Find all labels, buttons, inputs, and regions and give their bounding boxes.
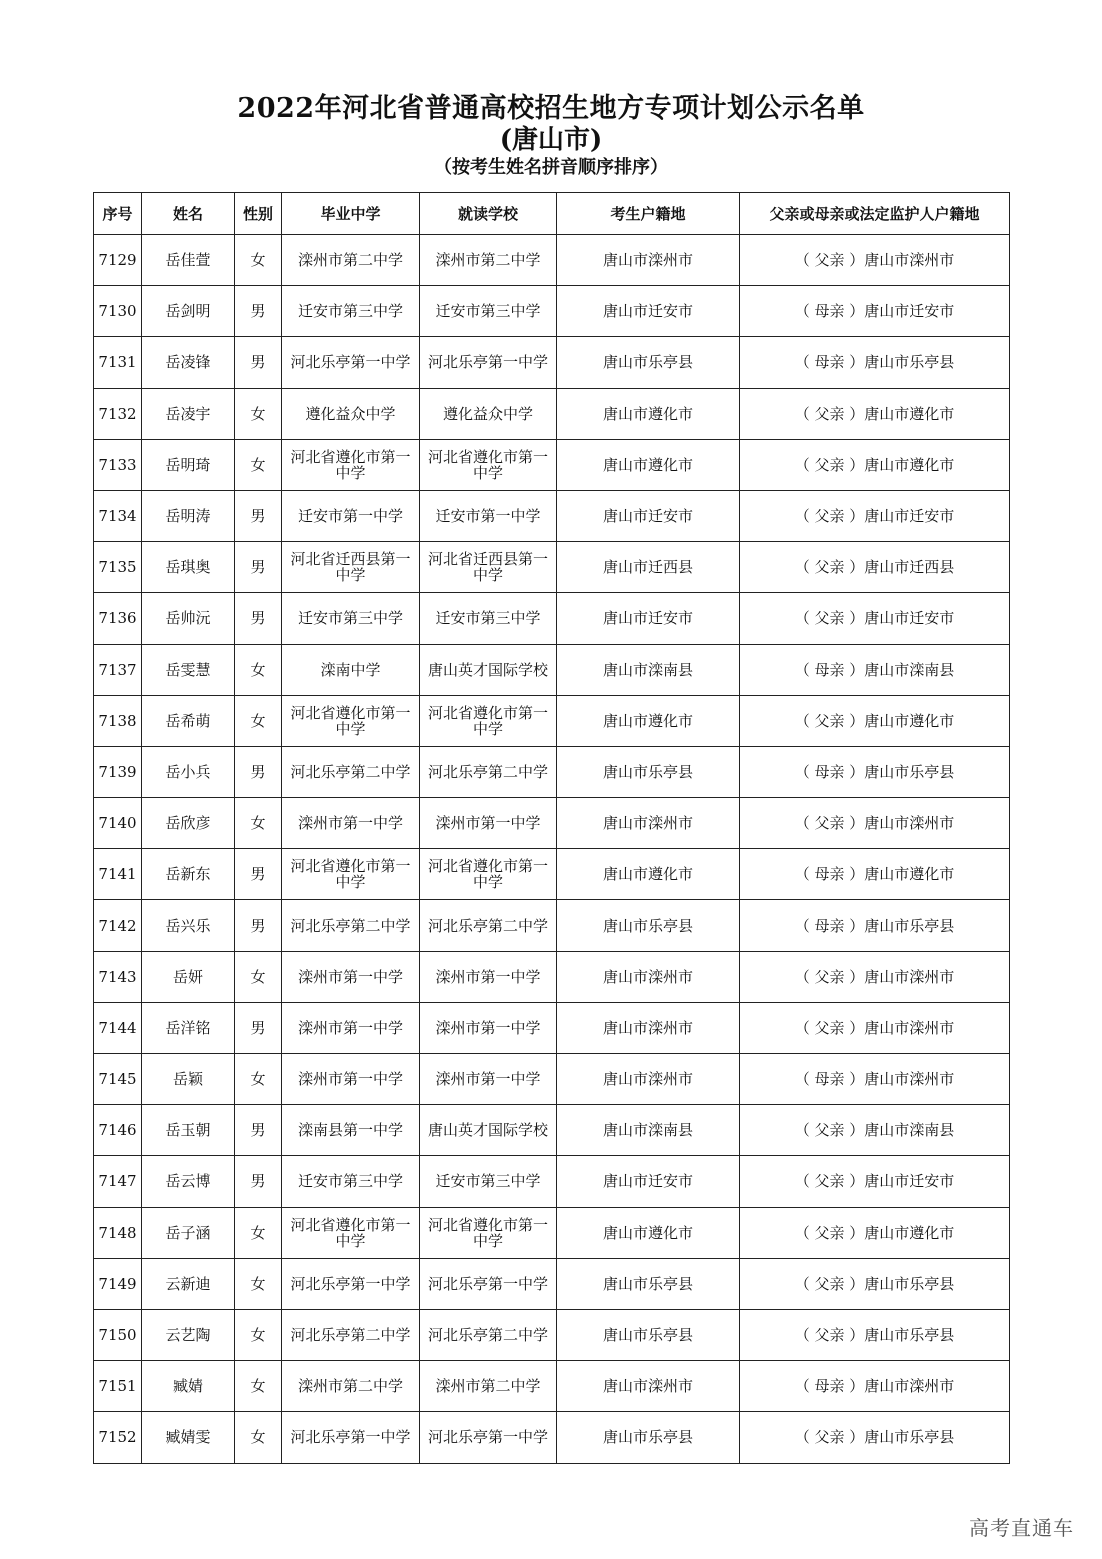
cell-guardian-hukou: （ 母亲 ）唐山市乐亭县 <box>740 337 1010 388</box>
cell-student-hukou: 唐山市乐亭县 <box>557 337 740 388</box>
document-title: 2022年河北省普通高校招生地方专项计划公示名单 <box>237 93 865 124</box>
cell-graduated-school: 河北乐亭第一中学 <box>282 337 420 388</box>
cell-graduated-school: 遵化益众中学 <box>282 388 420 439</box>
cell-index: 7133 <box>94 439 142 490</box>
cell-current-school: 河北乐亭第二中学 <box>420 900 557 951</box>
cell-graduated-school: 滦州市第二中学 <box>282 235 420 286</box>
cell-index: 7136 <box>94 593 142 644</box>
table-row <box>94 695 1010 746</box>
cell-graduated-school: 河北乐亭第一中学 <box>282 1258 420 1309</box>
cell-index: 7131 <box>94 337 142 388</box>
cell-name: 岳兴乐 <box>142 900 235 951</box>
cell-current-school: 滦州市第一中学 <box>420 1002 557 1053</box>
table-row <box>94 542 1010 593</box>
cell-guardian-hukou: （ 父亲 ）唐山市迁西县 <box>740 542 1010 593</box>
cell-current-school: 河北乐亭第一中学 <box>420 1412 557 1463</box>
column-header-student-hukou: 考生户籍地 <box>557 193 740 235</box>
cell-student-hukou: 唐山市乐亭县 <box>557 1258 740 1309</box>
cell-gender: 女 <box>235 1207 282 1258</box>
cell-gender: 男 <box>235 900 282 951</box>
cell-current-school: 河北省迁西县第一中学 <box>420 542 557 593</box>
cell-guardian-hukou: （ 父亲 ）唐山市滦州市 <box>740 235 1010 286</box>
cell-graduated-school: 滦州市第一中学 <box>282 951 420 1002</box>
cell-name: 岳云博 <box>142 1156 235 1207</box>
cell-name: 岳佳萱 <box>142 235 235 286</box>
cell-student-hukou: 唐山市遵化市 <box>557 439 740 490</box>
cell-index: 7145 <box>94 1054 142 1105</box>
cell-index: 7129 <box>94 235 142 286</box>
cell-index: 7150 <box>94 1309 142 1360</box>
cell-guardian-hukou: （ 父亲 ）唐山市遵化市 <box>740 1207 1010 1258</box>
column-header-graduated-school: 毕业中学 <box>282 193 420 235</box>
table-row <box>94 439 1010 490</box>
cell-index: 7135 <box>94 542 142 593</box>
cell-guardian-hukou: （ 父亲 ）唐山市遵化市 <box>740 388 1010 439</box>
cell-current-school: 河北省遵化市第一中学 <box>420 439 557 490</box>
cell-graduated-school: 河北省迁西县第一中学 <box>282 542 420 593</box>
cell-current-school: 迁安市第三中学 <box>420 593 557 644</box>
cell-gender: 男 <box>235 1002 282 1053</box>
cell-current-school: 唐山英才国际学校 <box>420 1105 557 1156</box>
cell-guardian-hukou: （ 母亲 ）唐山市乐亭县 <box>740 746 1010 797</box>
cell-student-hukou: 唐山市乐亭县 <box>557 1309 740 1360</box>
cell-guardian-hukou: （ 父亲 ）唐山市乐亭县 <box>740 1412 1010 1463</box>
table-row <box>94 388 1010 439</box>
cell-student-hukou: 唐山市滦南县 <box>557 644 740 695</box>
cell-index: 7138 <box>94 695 142 746</box>
cell-current-school: 迁安市第三中学 <box>420 286 557 337</box>
cell-gender: 男 <box>235 593 282 644</box>
cell-gender: 女 <box>235 388 282 439</box>
cell-name: 岳欣彦 <box>142 798 235 849</box>
cell-index: 7140 <box>94 798 142 849</box>
cell-guardian-hukou: （ 父亲 ）唐山市滦州市 <box>740 798 1010 849</box>
table-row <box>94 1105 1010 1156</box>
cell-student-hukou: 唐山市乐亭县 <box>557 1412 740 1463</box>
cell-current-school: 遵化益众中学 <box>420 388 557 439</box>
cell-guardian-hukou: （ 父亲 ）唐山市迁安市 <box>740 1156 1010 1207</box>
cell-gender: 男 <box>235 490 282 541</box>
column-header-gender: 性别 <box>235 193 282 235</box>
table-row <box>94 593 1010 644</box>
table-row <box>94 286 1010 337</box>
cell-guardian-hukou: （ 母亲 ）唐山市迁安市 <box>740 286 1010 337</box>
cell-gender: 女 <box>235 1309 282 1360</box>
cell-current-school: 滦州市第一中学 <box>420 951 557 1002</box>
cell-guardian-hukou: （ 母亲 ）唐山市滦南县 <box>740 644 1010 695</box>
cell-student-hukou: 唐山市遵化市 <box>557 849 740 900</box>
cell-current-school: 河北省遵化市第一中学 <box>420 1207 557 1258</box>
cell-current-school: 滦州市第一中学 <box>420 1054 557 1105</box>
sort-note: （按考生姓名拼音顺序排序） <box>434 157 668 178</box>
cell-index: 7134 <box>94 490 142 541</box>
admission-roster-table <box>93 192 1010 1464</box>
cell-gender: 女 <box>235 235 282 286</box>
cell-gender: 女 <box>235 439 282 490</box>
cell-graduated-school: 滦州市第一中学 <box>282 798 420 849</box>
cell-student-hukou: 唐山市迁安市 <box>557 286 740 337</box>
cell-name: 岳玉朝 <box>142 1105 235 1156</box>
watermark-text: 高考直通车 <box>969 1516 1074 1540</box>
cell-name: 岳明涛 <box>142 490 235 541</box>
cell-name: 岳洋铭 <box>142 1002 235 1053</box>
cell-name: 岳剑明 <box>142 286 235 337</box>
table-row <box>94 746 1010 797</box>
cell-index: 7146 <box>94 1105 142 1156</box>
table-body <box>94 235 1010 1464</box>
cell-student-hukou: 唐山市滦州市 <box>557 235 740 286</box>
cell-graduated-school: 迁安市第三中学 <box>282 1156 420 1207</box>
cell-current-school: 迁安市第三中学 <box>420 1156 557 1207</box>
table-row <box>94 490 1010 541</box>
cell-current-school: 河北乐亭第二中学 <box>420 1309 557 1360</box>
cell-graduated-school: 河北乐亭第二中学 <box>282 746 420 797</box>
table-row <box>94 1361 1010 1412</box>
cell-guardian-hukou: （ 母亲 ）唐山市滦州市 <box>740 1054 1010 1105</box>
cell-guardian-hukou: （ 父亲 ）唐山市滦州市 <box>740 951 1010 1002</box>
document-subtitle: (唐山市) <box>499 125 603 155</box>
cell-name: 云新迪 <box>142 1258 235 1309</box>
cell-name: 岳子涵 <box>142 1207 235 1258</box>
cell-student-hukou: 唐山市迁安市 <box>557 593 740 644</box>
cell-name: 岳颖 <box>142 1054 235 1105</box>
cell-current-school: 河北省遵化市第一中学 <box>420 849 557 900</box>
cell-gender: 男 <box>235 849 282 900</box>
cell-name: 云艺陶 <box>142 1309 235 1360</box>
column-header-name: 姓名 <box>142 193 235 235</box>
cell-guardian-hukou: （ 父亲 ）唐山市遵化市 <box>740 439 1010 490</box>
cell-index: 7139 <box>94 746 142 797</box>
cell-gender: 男 <box>235 337 282 388</box>
cell-student-hukou: 唐山市滦州市 <box>557 951 740 1002</box>
cell-name: 岳新东 <box>142 849 235 900</box>
cell-graduated-school: 河北省遵化市第一中学 <box>282 439 420 490</box>
cell-gender: 男 <box>235 1156 282 1207</box>
cell-name: 岳雯慧 <box>142 644 235 695</box>
cell-index: 7132 <box>94 388 142 439</box>
cell-guardian-hukou: （ 父亲 ）唐山市迁安市 <box>740 490 1010 541</box>
cell-gender: 男 <box>235 746 282 797</box>
cell-name: 臧婧雯 <box>142 1412 235 1463</box>
cell-graduated-school: 河北省遵化市第一中学 <box>282 849 420 900</box>
cell-graduated-school: 滦州市第二中学 <box>282 1361 420 1412</box>
cell-guardian-hukou: （ 父亲 ）唐山市乐亭县 <box>740 1309 1010 1360</box>
table-row <box>94 798 1010 849</box>
cell-index: 7152 <box>94 1412 142 1463</box>
cell-student-hukou: 唐山市滦州市 <box>557 1361 740 1412</box>
cell-graduated-school: 河北省遵化市第一中学 <box>282 1207 420 1258</box>
table-row <box>94 1156 1010 1207</box>
cell-current-school: 滦州市第一中学 <box>420 798 557 849</box>
cell-current-school: 滦州市第二中学 <box>420 235 557 286</box>
cell-gender: 女 <box>235 644 282 695</box>
cell-gender: 女 <box>235 1412 282 1463</box>
cell-student-hukou: 唐山市乐亭县 <box>557 746 740 797</box>
cell-gender: 女 <box>235 1054 282 1105</box>
cell-student-hukou: 唐山市乐亭县 <box>557 900 740 951</box>
cell-index: 7151 <box>94 1361 142 1412</box>
cell-index: 7148 <box>94 1207 142 1258</box>
column-header-guardian-hukou: 父亲或母亲或法定监护人户籍地 <box>740 193 1010 235</box>
cell-name: 岳明琦 <box>142 439 235 490</box>
cell-student-hukou: 唐山市遵化市 <box>557 1207 740 1258</box>
cell-current-school: 河北乐亭第一中学 <box>420 337 557 388</box>
cell-student-hukou: 唐山市滦南县 <box>557 1105 740 1156</box>
cell-student-hukou: 唐山市滦州市 <box>557 1002 740 1053</box>
cell-index: 7130 <box>94 286 142 337</box>
column-header-current-school: 就读学校 <box>420 193 557 235</box>
cell-gender: 男 <box>235 1105 282 1156</box>
cell-name: 岳妍 <box>142 951 235 1002</box>
cell-student-hukou: 唐山市滦州市 <box>557 798 740 849</box>
table-row <box>94 1412 1010 1463</box>
cell-gender: 女 <box>235 1258 282 1309</box>
cell-graduated-school: 河北乐亭第二中学 <box>282 900 420 951</box>
cell-guardian-hukou: （ 母亲 ）唐山市遵化市 <box>740 849 1010 900</box>
cell-gender: 女 <box>235 695 282 746</box>
table-row <box>94 1207 1010 1258</box>
table-header-row <box>94 193 1010 235</box>
cell-index: 7142 <box>94 900 142 951</box>
cell-gender: 女 <box>235 798 282 849</box>
cell-graduated-school: 滦州市第一中学 <box>282 1002 420 1053</box>
cell-name: 岳小兵 <box>142 746 235 797</box>
cell-current-school: 迁安市第一中学 <box>420 490 557 541</box>
cell-guardian-hukou: （ 父亲 ）唐山市乐亭县 <box>740 1258 1010 1309</box>
cell-current-school: 滦州市第二中学 <box>420 1361 557 1412</box>
cell-student-hukou: 唐山市迁西县 <box>557 542 740 593</box>
table-row <box>94 900 1010 951</box>
cell-current-school: 河北乐亭第二中学 <box>420 746 557 797</box>
cell-index: 7147 <box>94 1156 142 1207</box>
cell-graduated-school: 滦南中学 <box>282 644 420 695</box>
cell-name: 岳帅沅 <box>142 593 235 644</box>
table-row <box>94 1258 1010 1309</box>
table-row <box>94 235 1010 286</box>
cell-graduated-school: 滦州市第一中学 <box>282 1054 420 1105</box>
cell-index: 7143 <box>94 951 142 1002</box>
cell-student-hukou: 唐山市遵化市 <box>557 695 740 746</box>
table-row <box>94 1002 1010 1053</box>
cell-graduated-school: 河北乐亭第一中学 <box>282 1412 420 1463</box>
table-row <box>94 644 1010 695</box>
column-header-index: 序号 <box>94 193 142 235</box>
cell-guardian-hukou: （ 母亲 ）唐山市乐亭县 <box>740 900 1010 951</box>
table-row <box>94 849 1010 900</box>
table-row <box>94 951 1010 1002</box>
cell-guardian-hukou: （ 母亲 ）唐山市滦州市 <box>740 1361 1010 1412</box>
cell-name: 岳琪奥 <box>142 542 235 593</box>
table-row <box>94 1054 1010 1105</box>
cell-current-school: 唐山英才国际学校 <box>420 644 557 695</box>
cell-graduated-school: 迁安市第三中学 <box>282 593 420 644</box>
cell-index: 7141 <box>94 849 142 900</box>
cell-name: 岳凌宇 <box>142 388 235 439</box>
cell-gender: 女 <box>235 1361 282 1412</box>
cell-gender: 女 <box>235 951 282 1002</box>
cell-index: 7144 <box>94 1002 142 1053</box>
cell-guardian-hukou: （ 父亲 ）唐山市滦南县 <box>740 1105 1010 1156</box>
table-row <box>94 1309 1010 1360</box>
cell-graduated-school: 河北省遵化市第一中学 <box>282 695 420 746</box>
cell-current-school: 河北乐亭第一中学 <box>420 1258 557 1309</box>
cell-name: 岳希萌 <box>142 695 235 746</box>
cell-guardian-hukou: （ 父亲 ）唐山市迁安市 <box>740 593 1010 644</box>
cell-name: 岳凌锋 <box>142 337 235 388</box>
cell-index: 7149 <box>94 1258 142 1309</box>
cell-graduated-school: 滦南县第一中学 <box>282 1105 420 1156</box>
cell-guardian-hukou: （ 父亲 ）唐山市遵化市 <box>740 695 1010 746</box>
cell-student-hukou: 唐山市迁安市 <box>557 490 740 541</box>
cell-graduated-school: 迁安市第一中学 <box>282 490 420 541</box>
cell-name: 臧婧 <box>142 1361 235 1412</box>
cell-gender: 男 <box>235 286 282 337</box>
cell-graduated-school: 河北乐亭第二中学 <box>282 1309 420 1360</box>
table-row <box>94 337 1010 388</box>
cell-student-hukou: 唐山市遵化市 <box>557 388 740 439</box>
cell-student-hukou: 唐山市滦州市 <box>557 1054 740 1105</box>
cell-graduated-school: 迁安市第三中学 <box>282 286 420 337</box>
cell-guardian-hukou: （ 父亲 ）唐山市滦州市 <box>740 1002 1010 1053</box>
cell-current-school: 河北省遵化市第一中学 <box>420 695 557 746</box>
cell-index: 7137 <box>94 644 142 695</box>
cell-student-hukou: 唐山市迁安市 <box>557 1156 740 1207</box>
cell-gender: 男 <box>235 542 282 593</box>
